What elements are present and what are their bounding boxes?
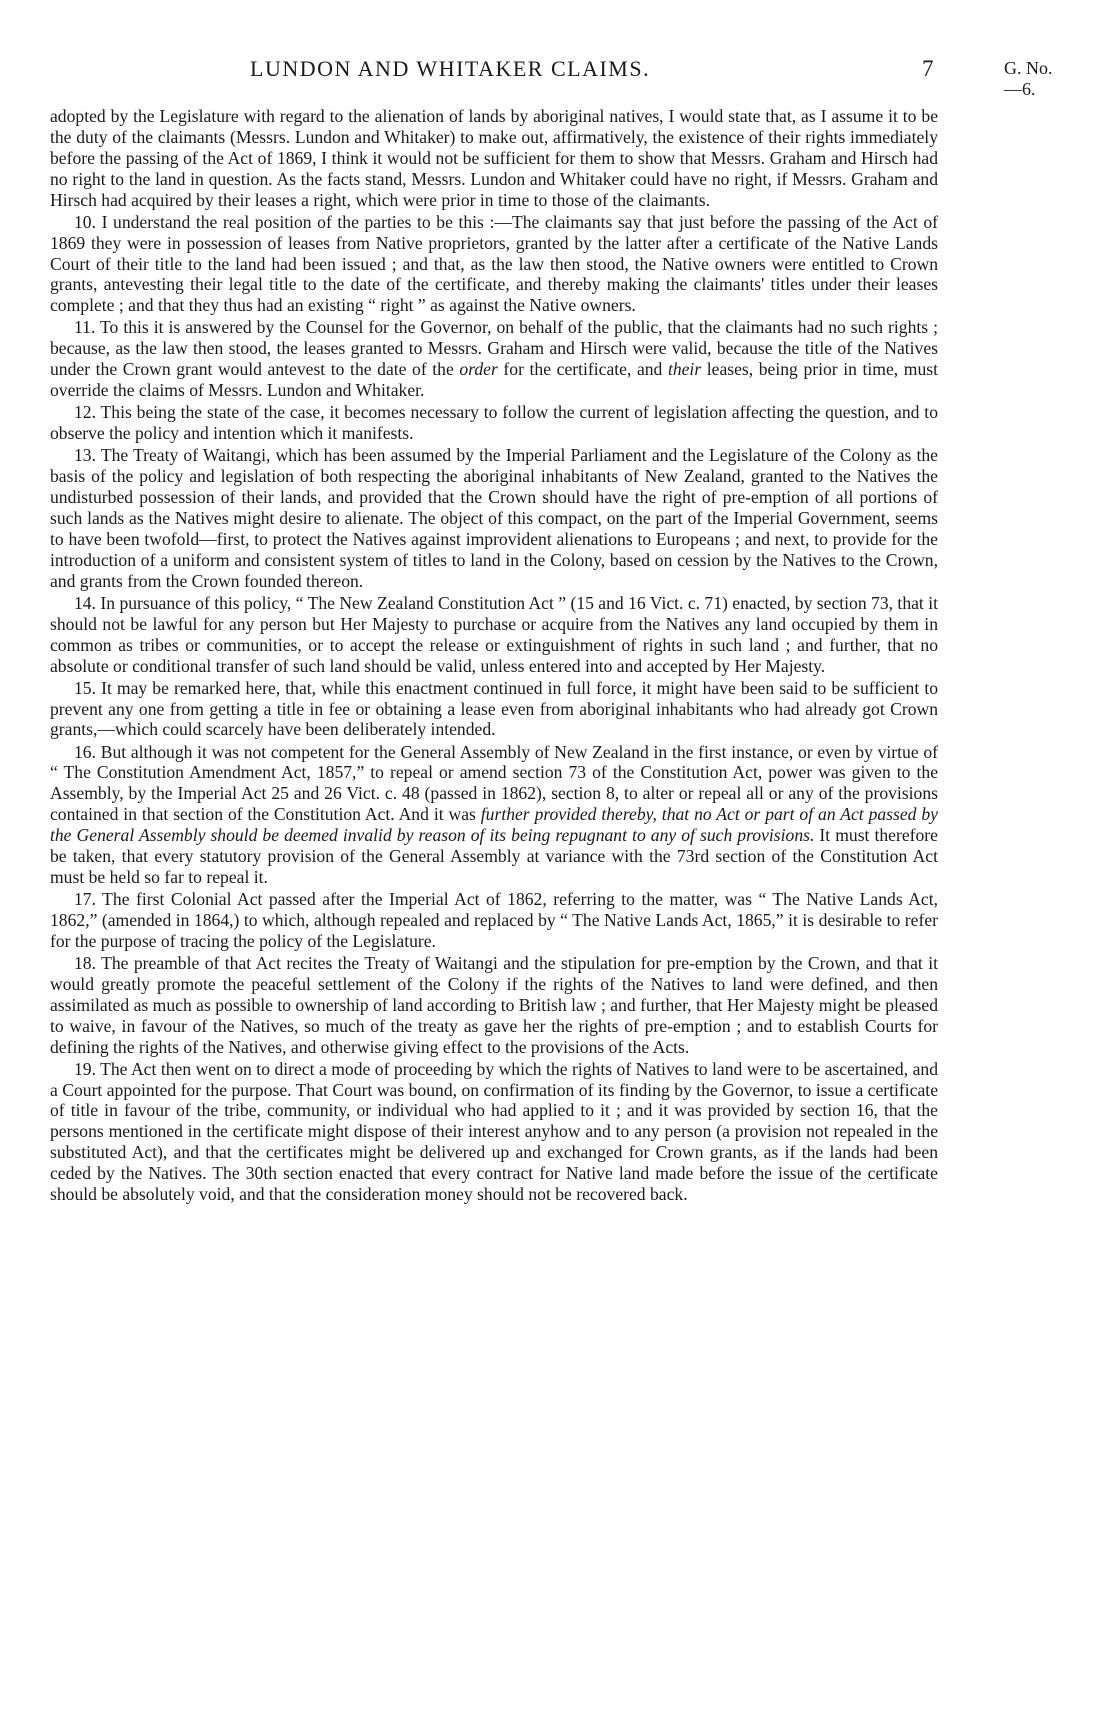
running-title: LUNDON AND WHITAKER CLAIMS. (250, 56, 651, 81)
paragraph-14: 14. In pursuance of this policy, “ The New Zealand Constitution Act ” (15 and 16 Vict. c. 71) enacted, by section 73, that it should not be lawful for any person but Her Majesty to purchase or acquire from the Natives any land occupied by them in common as tribes or communities, or to accept the release or extinguishment of rights in such land ; and further, that no absolute or conditional transfer of such land should be valid, unless entered into and accepted by Her Majesty. (50, 592, 938, 676)
body-text (50, 106, 938, 1206)
paragraph-12: 12. This being the state of the case, it becomes necessary to follow the current of legislation affecting the question, and to observe the policy and intention which it manifests. (50, 402, 938, 444)
paragraph-11 (50, 317, 938, 401)
paragraph-13: 13. The Treaty of Waitangi, which has been assumed by the Imperial Parliament and the Legislature of the Colony as the basis of the policy and legislation of both respecting the aboriginal inhabitants of New Zealand, granted to the Natives the undisturbed possession of their lands, and provided that the Crown should have the right of pre-emption of all portions of such lands as the Natives might desire to alienate. The object of this compact, on the part of the Imperial Government, seems to have been twofold—first, to protect the Natives against improvident alienations to Europeans ; and next, to provide for the introduction of a uniform and consistent system of titles to land in the Colony, based on cession by the Natives to the Crown, and grants from the Crown founded thereon. (50, 445, 938, 591)
paragraph-17: 17. The first Colonial Act passed after the Imperial Act of 1862, referring to the matter, was “ The Native Lands Act, 1862,” (amended in 1864,) to which, although repealed and replaced by “ The Native Lands Act, 1865,” it is desirable to refer for the purpose of tracing the policy of the Legislature. (50, 889, 938, 951)
paragraph-10: 10. I understand the real position of the parties to be this :—The claimants say that just before the passing of the Act of 1869 they were in possession of leases from Native proprietors, granted by the latter after a certificate of the Native Lands Court of their title to the land had been issued ; and that, as the law then stood, the Native owners were entitled to Crown grants, antevesting their legal title to the date of the certificate, and thereby making the claimants' titles under their leases complete ; and that they thus had an existing “ right ” as against the Native owners. (50, 211, 938, 316)
paragraph-16-italic-proviso: further provided thereby, that no Act or part of an Act passed by the General Assembly should be deemed invalid by reason of its being repugnant to any of such provisions. (50, 804, 938, 846)
page-header (50, 56, 1070, 99)
paragraph-continuation: adopted by the Legislature with regard to the alienation of lands by aboriginal natives, I would state that, as I assume it to be the duty of the claimants (Messrs. Lundon and Whitaker) to make out, affirmatively, the existence of their rights immediately before the passing of the Act of 1869, I think it would not be sufficient for them to show that Messrs. Graham and Hirsch had no right to the land in question. As the facts stand, Messrs. Lundon and Whitaker could have no right, if Messrs. Graham and Hirsch had acquired by their leases a right, which were prior in time to those of the claimants. (50, 106, 938, 210)
paragraph-11-part-1: 11. To this it is answered by the Counsel for the Governor, on behalf of the public, that the claimants had no such rights ; because, as the law then stood, the leases granted to Messrs. Graham and Hirsch were valid, because the title of the Natives under the Crown grant would antevest to the date of the (50, 317, 938, 380)
paragraph-11-italic-order: order (459, 359, 498, 380)
paragraph-19: 19. The Act then went on to direct a mode of proceeding by which the rights of Natives to land were to be ascertained, and a Court appointed for the purpose. That Court was bound, on confirmation of its finding by the Governor, to issue a certificate of title in favour of the tribe, community, or individual who had applied to it ; and it was provided by section 16, that the persons mentioned in the certificate might dispose of their interest anyhow and to any person (a provision not repealed in the substituted Act), and that the certificates might be delivered up and exchanged for Crown grants, as if the lands had been ceded by the Natives. The 30th section enacted that every contract for Native land made before the issue of the certificate should be absolutely void, and that the consideration money should not be recovered back. (50, 1058, 938, 1205)
paragraph-11-italic-their: their (667, 359, 702, 380)
page-number: 7 (922, 56, 934, 81)
series-reference: G. No.—6. (1004, 58, 1053, 99)
paragraph-11-part-2: for the certificate, and (497, 359, 668, 380)
paragraph-11-part-3: leases, being prior in time, must override the claims of Messrs. Lundon and Whitaker. (50, 359, 938, 401)
paragraph-15: 15. It may be remarked here, that, while this enactment continued in full force, it might have been said to be sufficient to prevent any one from getting a title in fee or obtaining a lease even from aboriginal inhabitants who had already got Crown grants,—which could scarcely have been deliberately intended. (50, 677, 938, 740)
paragraph-18: 18. The preamble of that Act recites the Treaty of Waitangi and the stipulation for pre-emption by the Crown, and that it would greatly promote the peaceful settlement of the Colony if the rights of the Natives to land were defined, and then assimilated as much as possible to ownership of land according to British law ; and further, that Her Majesty might be pleased to waive, in favour of the Natives, so much of the treaty as gave her the rights of pre-emption ; and to establish Courts for defining the rights of the Natives, and otherwise giving effect to the provisions of the Acts. (50, 952, 938, 1057)
paragraph-16-part-2: It must therefore be taken, that every statutory provision of the General Assembly at variance with the 73rd section of the Constitution Act must be held so far to repeal it. (50, 825, 938, 887)
paragraph-16-part-1: 16. But although it was not competent for the General Assembly of New Zealand in the first instance, or even by virtue of “ The Constitution Amendment Act, 1857,” to repeal or amend section 73 of the Constitution Act, power was given to the Assembly, by the Imperial Act 25 and 26 Vict. c. 48 (passed in 1862), section 8, to alter or repeal all or any of the provisions contained in that section of the Constitution Act. And it was (50, 741, 938, 825)
paragraph-16 (50, 742, 938, 888)
